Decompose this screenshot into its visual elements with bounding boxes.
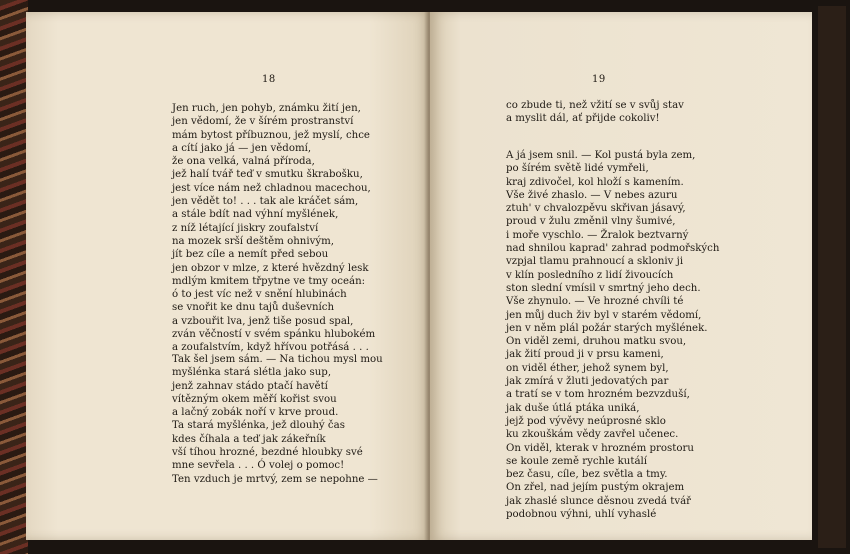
poem-line: ztuh' v chvalozpěvu skřivan jásavý, xyxy=(506,203,686,215)
poem-line: mne sevřela . . . Ó volej o pomoc! xyxy=(172,460,345,472)
poem-line: vítězným okem měří kořist svou xyxy=(172,393,337,405)
poem-line: Tak šel jsem sám. — Na tichou mysl mou xyxy=(172,354,383,365)
poem-line: ó to jest víc než v snění hlubinách xyxy=(172,289,347,301)
poem-line: vší tíhou hrozné, bezdné hloubky své xyxy=(172,447,363,459)
poem-line: z níž létající jiskry zoufalství xyxy=(172,222,319,234)
page-number-left: 18 xyxy=(262,74,276,85)
poem-line: a myslit dál, ať přijde cokoliv! xyxy=(506,113,660,125)
poem-line: a stále bdít nad výhní myšlének, xyxy=(172,209,339,221)
left-stanza-2 xyxy=(172,353,383,486)
page-number-right: 19 xyxy=(592,74,606,85)
poem-line: a tratí se v tom hrozném bezvzduší, xyxy=(506,389,690,401)
poem-line: jen vědomí, že v šírém prostranství xyxy=(172,116,354,128)
left-stanza-1 xyxy=(172,102,375,355)
poem-line: on viděl éther, jehož synem byl, xyxy=(506,362,669,374)
poem-line: jak zmírá v žluti jedovatých par xyxy=(506,376,669,388)
poem-line: se koule země rychle kutálí xyxy=(506,455,648,467)
poem-line: myšlénka stará slétla jako sup, xyxy=(172,367,332,379)
right-stanza-1 xyxy=(506,99,684,126)
poem-line: mdlým kmitem třpytne ve tmy oceán: xyxy=(172,275,366,287)
book-cover-edge xyxy=(818,6,846,548)
poem-line: a vzbouřit lva, jenž tiše posud spal, xyxy=(172,315,354,327)
poem-line: On zřel, nad jejím pustým okrajem xyxy=(506,482,685,494)
poem-line: po šírém světě lidé vymřeli, xyxy=(506,163,649,175)
right-stanza-2 xyxy=(506,149,719,521)
right-page xyxy=(430,12,812,540)
poem-line: jen vědět to! . . . tak ale kráčet sám, xyxy=(172,196,359,208)
poem-line: nad shnilou kaprad' zahrad podmořských xyxy=(506,243,720,255)
poem-line: On viděl, kterak v hrozném prostoru xyxy=(506,442,694,454)
poem-line: Vše zhynulo. — Ve hrozné chvíli té xyxy=(506,296,684,308)
poem-line: mám bytost příbuznou, jež myslí, chce xyxy=(172,129,370,141)
poem-line: na mozek srší deštěm ohnivým, xyxy=(172,235,335,247)
poem-line: kraj zdivočel, kol hloží s kamením. xyxy=(506,176,684,188)
poem-line: se vnořit ke dnu tajů duševních xyxy=(172,302,335,314)
poem-line: jejž pod vývěvy neúprosné sklo xyxy=(506,415,666,427)
poem-line: jak zhaslé slunce děsnou zvedá tvář xyxy=(506,495,692,507)
poem-line: jen obzor v mlze, z které hvězdný lesk xyxy=(172,262,369,274)
poem-line: jen můj duch živ byl v starém vědomí, xyxy=(506,309,702,321)
poem-line: jest více nám než chladnou macechou, xyxy=(172,182,371,194)
poem-line: jen v něm plál požár starých myšlének. xyxy=(506,322,708,334)
poem-line: a zoufalstvím, když hřívou potřásá . . . xyxy=(172,342,369,354)
poem-line: vzpjal tlamu prahnoucí a skloniv ji xyxy=(506,256,684,268)
poem-line: a lačný zobák noří v krve proud. xyxy=(172,407,339,419)
poem-line: jak žití proud ji v prsu kameni, xyxy=(506,349,664,361)
poem-line: podobnou výhni, uhlí vyhaslé xyxy=(506,509,657,521)
poem-line: proud v žulu změnil vlny šumivé, xyxy=(506,216,676,228)
poem-line: že ona velká, valná příroda, xyxy=(172,156,315,168)
poem-line: kdes číhala a teď jak zákeřník xyxy=(172,433,326,445)
poem-line: A já jsem snil. — Kol pustá byla zem, xyxy=(506,150,696,161)
poem-line: zván věčností v svém spánku hlubokém xyxy=(172,329,376,341)
book-spine-left xyxy=(0,0,28,554)
poem-line: Ta stará myšlénka, jež dlouhý čas xyxy=(172,420,345,432)
poem-line: jít bez cíle a nemít před sebou xyxy=(172,249,329,261)
poem-line: co zbude ti, než vžití se v svůj stav xyxy=(506,100,684,111)
poem-line: On viděl zemi, druhou matku svou, xyxy=(506,336,687,348)
poem-line: v klín posledního z lidí živoucích xyxy=(506,269,674,281)
poem-line: a cítí jako já — jen vědomí, xyxy=(172,142,312,154)
poem-line: Jen ruch, jen pohyb, známku žití jen, xyxy=(172,103,361,114)
poem-line: ku zkouškám vědy zavřel učenec. xyxy=(506,429,679,441)
poem-line: jež halí tvář teď v smutku škrabošku, xyxy=(172,169,363,181)
poem-line: Ten vzduch je mrtvý, zem se nepohne — xyxy=(172,473,378,485)
poem-line: i moře vyschlo. — Žralok beztvarný xyxy=(506,229,689,241)
left-page xyxy=(26,12,430,540)
poem-line: jak duše útlá ptáka uniká, xyxy=(506,402,640,414)
poem-line: jenž zahnav stádo ptačí havětí xyxy=(172,380,328,392)
poem-line: ston slední vmísil v smrtný jeho dech. xyxy=(506,282,701,294)
poem-line: Vše živé zhaslo. — V nebes azuru xyxy=(506,189,678,201)
poem-line: bez času, cíle, bez světla a tmy. xyxy=(506,469,668,481)
